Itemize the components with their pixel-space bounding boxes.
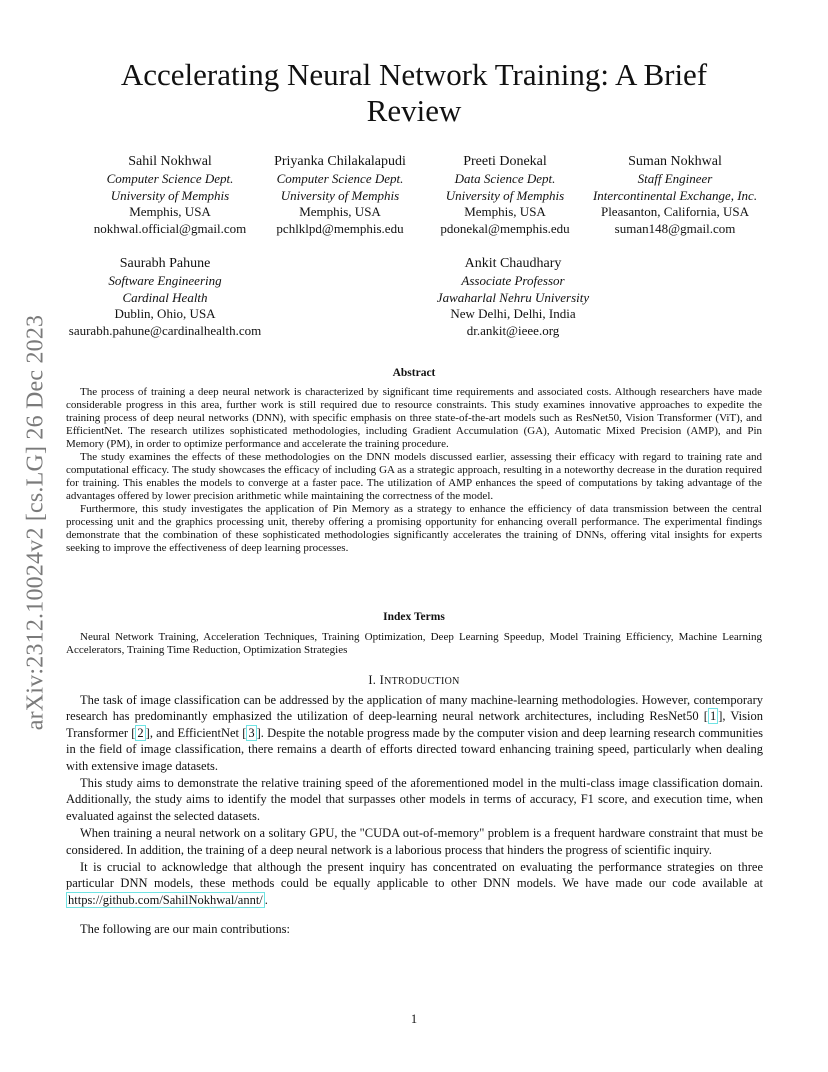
author-name: Ankit Chaudhary — [464, 256, 562, 271]
section-title-initial: I — [379, 673, 385, 687]
author-name: Suman Nokhwal — [628, 154, 722, 169]
author-block-2 — [255, 153, 425, 237]
intro-text: It is crucial to acknowledge that although the present inquiry has concentrated on evaluating the performance strategies on three particular DNN models, these methods could be equally applicable to other DNN models. We have made our code available at — [66, 860, 763, 891]
introduction-body — [66, 692, 763, 939]
author-org: University of Memphis — [280, 187, 400, 203]
author-location: Pleasanton, California, USA — [600, 204, 750, 219]
citation-link-1[interactable]: 1 — [709, 709, 717, 724]
intro-text: ], and EfficientNet [ — [145, 725, 247, 740]
section-title-rest: NTRODUCTION — [384, 676, 460, 687]
author-dept: Software Engineering — [108, 273, 222, 288]
author-location: Memphis, USA — [129, 204, 211, 219]
author-email: pdonekal@memphis.edu — [440, 220, 570, 236]
code-repository-link[interactable]: https://github.com/SahilNokhwal/annt/ — [68, 892, 263, 907]
intro-paragraph-1 — [66, 692, 763, 774]
intro-paragraph-3: When training a neural network on a solitary GPU, the "CUDA out-of-memory" problem is a frequent hardware constraint that must be considered. In addition, the training of a deep neural network is a laborious process that hinders the progress of scientific inquiry. — [66, 826, 763, 857]
author-email: nokhwal.official@gmail.com — [93, 220, 247, 236]
abstract-body — [66, 386, 762, 555]
intro-text: . — [264, 892, 268, 907]
section-heading-introduction — [0, 673, 828, 688]
author-org: Intercontinental Exchange, Inc. — [592, 187, 758, 203]
index-terms-text: Neural Network Training, Acceleration Techniques, Training Optimization, Deep Learning Speedup, Model Training Efficiency, Machine Learning Accelerators, Training Time Reduction, Optimization Strategies — [66, 631, 762, 656]
page-number: 1 — [410, 1012, 418, 1026]
abstract-paragraph: The study examines the effects of these methodologies on the DNN models discussed earlier, assessing their efficacy with regard to training rate and computational efficacy. The study showcases the efficacy of including GA as a strategic approach, resulting in a noteworthy decrease in the duration required for training. This enables the models to converge at a faster pace. The utilization of AMP enhances the speed of computations by taking advantage of the advantages offered by lower precision arithmetic while maintaining the correctness of the model. — [66, 451, 762, 502]
abstract-heading: Abstract — [392, 367, 436, 379]
author-email: dr.ankit@ieee.org — [466, 322, 560, 338]
author-block-3 — [420, 153, 590, 237]
author-org: Jawaharlal Nehru University — [436, 289, 590, 305]
arxiv-identifier-stamp — [20, 285, 52, 760]
index-terms-heading: Index Terms — [383, 611, 445, 623]
author-org: University of Memphis — [110, 187, 230, 203]
author-email: saurabh.pahune@cardinalhealth.com — [68, 322, 262, 338]
intro-paragraph-5: The following are our main contributions: — [80, 922, 291, 937]
author-dept: Associate Professor — [461, 273, 565, 288]
author-block-1 — [85, 153, 255, 237]
paper-title: Accelerating Neural Network Training: A Brief Review — [120, 57, 708, 128]
author-org: Cardinal Health — [122, 289, 208, 305]
intro-paragraph-2: This study aims to demonstrate the relative training speed of the aforementioned model in the multi-class image classification domain. Additionally, the study aims to identify the model that surpasses other models in terms of accuracy, F1 score, and execution time, when evaluated against the selected datasets. — [66, 776, 763, 823]
author-dept: Computer Science Dept. — [276, 171, 404, 186]
author-block-6 — [413, 255, 613, 339]
abstract-paragraph: Furthermore, this study investigates the application of Pin Memory as a strategy to enhance the efficiency of data transmission between the central processing unit and the graphics processing unit, thereby offering a promising opportunity for enhancing overall performance. The experimental findings demonstrate that the combination of these sophisticated methodologies significantly accelerates the training of DNNs, offering vital insights for experts seeking to improve the effectiveness of deep learning processes. — [66, 503, 762, 554]
author-name: Preeti Donekal — [463, 154, 547, 169]
author-location: New Delhi, Delhi, India — [450, 306, 576, 321]
author-org: University of Memphis — [445, 187, 565, 203]
arxiv-stamp-text: arXiv:2312.10024v2 [cs.LG] 26 Dec 2023 — [22, 314, 49, 731]
author-dept: Data Science Dept. — [454, 171, 556, 186]
intro-text: ], Vision Transformer [ — [66, 709, 763, 740]
author-name: Sahil Nokhwal — [128, 154, 212, 169]
author-block-4 — [585, 153, 765, 237]
author-name: Saurabh Pahune — [119, 256, 211, 271]
citation-link-2[interactable]: 2 — [137, 725, 144, 740]
author-location: Memphis, USA — [464, 204, 546, 219]
section-number: I. — [368, 673, 377, 687]
author-dept: Computer Science Dept. — [106, 171, 234, 186]
author-email: suman148@gmail.com — [614, 220, 736, 236]
author-email: pchlklpd@memphis.edu — [276, 220, 404, 236]
author-name: Priyanka Chilakalapudi — [274, 154, 406, 169]
abstract-paragraph: The process of training a deep neural network is characterized by significant time requirements and associated costs. Although researchers have made considerable progress in this area, further work is still required due to resource constraints. This study examines innovative approaches to expedite the training process of deep neural networks (DNN), with specific emphasis on three state-of-the-art models such as ResNet50, Vision Transformer (ViT), and EfficientNet. The research utilizes sophisticated methodologies, including Gradient Accumulation (GA), Automatic Mixed Precision (AMP), and Pin Memory (PM), in order to optimize performance and accelerate the training procedure. — [66, 386, 762, 450]
author-dept: Staff Engineer — [637, 171, 713, 186]
author-location: Dublin, Ohio, USA — [114, 306, 216, 321]
intro-text: The task of image classification can be addressed by the application of many machine-learning methodologies. However, contemporary research has predominantly emphasized the utilization of deep-learning neural network architectures, including ResNet50 [ — [66, 693, 763, 724]
intro-paragraph-4 — [66, 859, 763, 908]
citation-link-3[interactable]: 3 — [248, 725, 255, 740]
intro-text: ]. Despite the notable progress made by the computer vision and deep learning research communities in the field of image classification, there remains a dearth of efforts directed toward enhancing training speed, particularly when dealing with extensive image datasets. — [66, 725, 763, 773]
author-location: Memphis, USA — [299, 204, 381, 219]
author-block-5 — [60, 255, 270, 339]
